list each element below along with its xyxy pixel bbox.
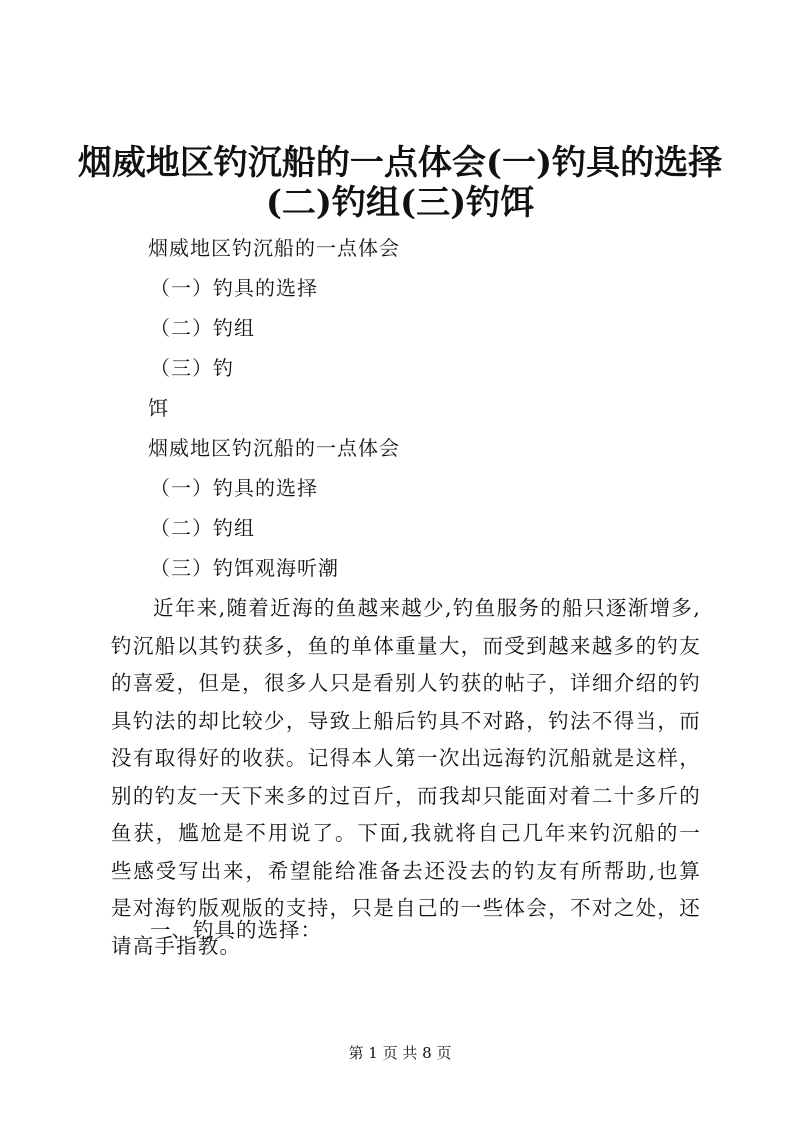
page-footer: 第 1 页 共 8 页 — [348, 1044, 452, 1062]
section-heading: 一、钓具的选择： — [150, 918, 322, 942]
outline-item: （一）钓具的选择 — [150, 276, 318, 300]
outline-item: （二）钓组 — [150, 316, 255, 340]
document-title-line-1: 烟威地区钓沉船的一点体会(一)钓具的选择 — [77, 143, 723, 183]
outline-item: 烟威地区钓沉船的一点体会 — [148, 236, 400, 260]
outline-item: （一）钓具的选择 — [150, 476, 318, 500]
intro-paragraph: 近年来,随着近海的鱼越来越少,钓鱼服务的船只逐渐增多,钓沉船以其钓获多，鱼的单体重量大，而受到越来越多的钓友的喜爱，但是，很多人只是看别人钓获的帖子，详细介绍的钓具钓法的却比较少，导致上船后钓具不对路，钓法不得当，而没有取得好的收获。记得本人第一次出远海钓沉船就是这样，别的钓友一天下来多的过百斤，而我却只能面对着二十多斤的鱼获，尴尬是不用说了。下面,我就将自己几年来钓沉船的一些感受写出来，希望能给准备去还没去的钓友有所帮助,也算是对海钓版观版的支持，只是自己的一些体会，不对之处，还请高手指教。 — [111, 596, 701, 958]
outline-item: （二）钓组 — [150, 516, 255, 540]
outline-item: （三）钓 — [150, 356, 234, 380]
outline-item: 饵 — [148, 396, 169, 420]
outline-item: 烟威地区钓沉船的一点体会 — [148, 436, 400, 460]
outline-item: （三）钓饵观海听潮 — [150, 556, 339, 580]
document-title-line-2: (二)钓组(三)钓饵 — [265, 183, 535, 223]
